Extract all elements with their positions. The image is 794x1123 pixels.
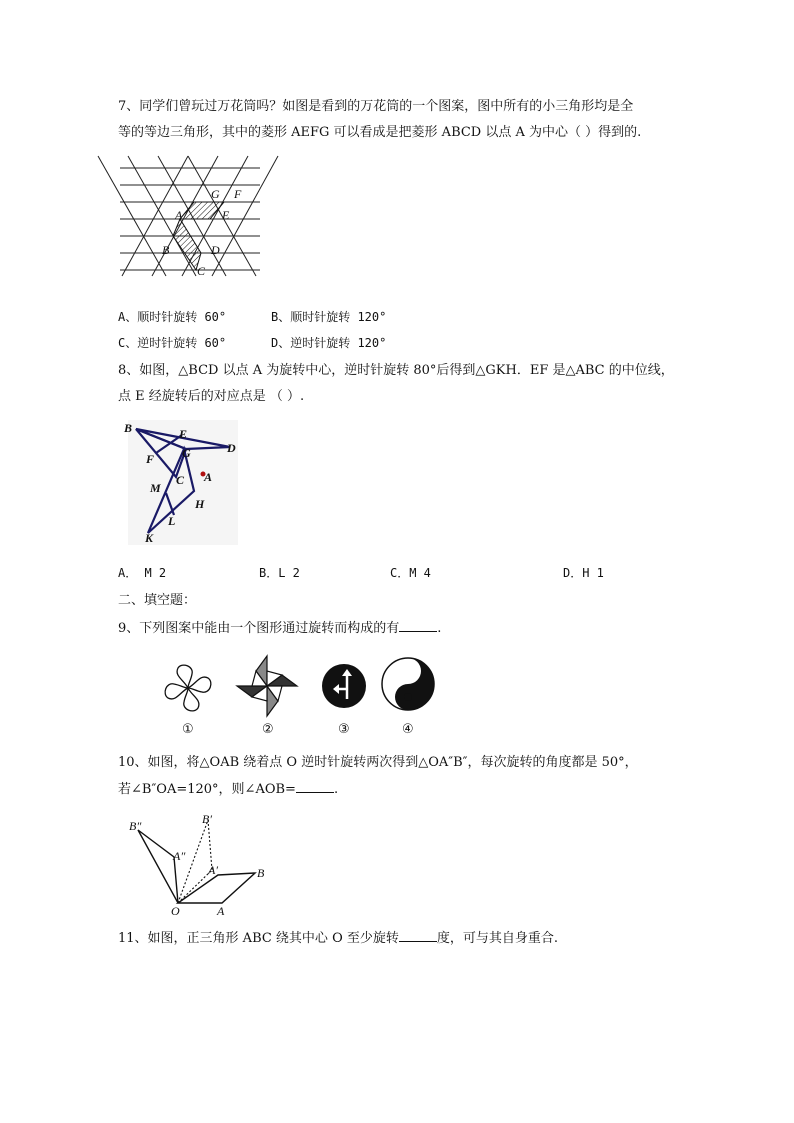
q7-option-b[interactable]: B、顺时针旋转 120° (271, 310, 387, 324)
q8-label-e: E (179, 427, 188, 441)
pattern-4-yin-yang (381, 657, 435, 711)
q8-label-d: D (227, 441, 236, 455)
q8-text-line2: 点 E 经旋转后的对应点是 （ ）. (118, 389, 305, 404)
q10-label-o: O (171, 904, 180, 918)
q10-label-b2: B″ (129, 819, 142, 833)
q7-label-g: G (211, 187, 220, 201)
q8-text-line1: 8、如图，△BCD 以点 A 为旋转中心，逆时针旋转 80°后得到△GKH．EF 是△ABC 的中位线， (118, 363, 674, 378)
q10-label-b: B (257, 866, 265, 880)
q8-option-c[interactable]: C．M 4 (390, 566, 431, 580)
q9-question: 9、下列图案中能由一个图形通过旋转而构成的有 (118, 621, 400, 636)
q7-text-line1: 7、同学们曾玩过万花筒吗？如图是看到的万花筒的一个图案，图中所有的小三角形均是全 (118, 99, 634, 114)
q11-text (118, 929, 558, 948)
q9-end: . (437, 621, 442, 636)
q7-label-c: C (197, 264, 206, 278)
q8-label-c: C (176, 473, 185, 487)
q8-label-m: M (150, 481, 161, 495)
q10-answer-blank[interactable] (296, 780, 334, 793)
q7-label-f: F (234, 187, 242, 201)
q8-label-g: G (182, 446, 191, 460)
kaleidoscope-figure (118, 150, 268, 300)
pattern-1-petals (160, 660, 216, 716)
q7-label-d: D (211, 243, 220, 257)
pattern-2-caption: ② (262, 722, 274, 737)
q10-label-a1: A′ (208, 863, 218, 877)
q11-end: 度，可与其自身重合. (436, 931, 558, 946)
q7-option-a[interactable]: A、顺时针旋转 60° (118, 310, 227, 324)
triangle-rotation-figure (130, 815, 270, 910)
q10-end: . (333, 782, 339, 797)
q8-option-a[interactable]: A． M 2 (118, 566, 167, 580)
q8-option-b[interactable]: B．L 2 (259, 566, 300, 580)
q7-label-a: A (175, 208, 183, 222)
pattern-2-pinwheel (234, 653, 300, 719)
q10-label-a: A (217, 904, 225, 918)
q8-label-f: F (146, 452, 155, 466)
q9-answer-blank[interactable] (399, 619, 437, 632)
q7-label-e: E (222, 208, 230, 222)
q8-label-k: K (145, 531, 154, 545)
q7-option-d[interactable]: D、逆时针旋转 120° (271, 336, 387, 350)
pattern-1-caption: ① (182, 722, 194, 737)
pattern-3-caption: ③ (338, 722, 350, 737)
q7-option-c[interactable]: C、逆时针旋转 60° (118, 336, 227, 350)
q10-text-line2 (118, 780, 338, 799)
pattern-3-arrow-sign (321, 663, 367, 709)
q11-answer-blank[interactable] (399, 929, 437, 942)
q8-option-d[interactable]: D．H 1 (563, 566, 604, 580)
q8-label-h: H (195, 497, 205, 511)
q8-label-a: A (204, 470, 213, 484)
section-heading: 二、填空题： (118, 593, 197, 608)
pattern-4-caption: ④ (402, 722, 414, 737)
q10-label-a2: A″ (173, 849, 186, 863)
q8-label-b: B (124, 421, 133, 435)
q9-text (118, 619, 441, 638)
q8-label-l: L (168, 514, 176, 528)
q11-question: 11、如图，正三角形 ABC 绕其中心 O 至少旋转 (118, 931, 399, 946)
q10-text-line1: 10、如图，将△OAB 绕着点 O 逆时针旋转两次得到△OA″B″，每次旋转的角度都是 50°， (118, 755, 638, 770)
q7-label-b: B (162, 243, 170, 257)
q10-condition: 若∠B″OA=120°，则∠AOB= (118, 782, 296, 797)
q10-label-b1: B′ (202, 812, 212, 826)
q7-text-line2: 等的等边三角形，其中的菱形 AEFG 可以看成是把菱形 ABCD 以点 A 为中心（ ）得到的. (118, 125, 642, 140)
